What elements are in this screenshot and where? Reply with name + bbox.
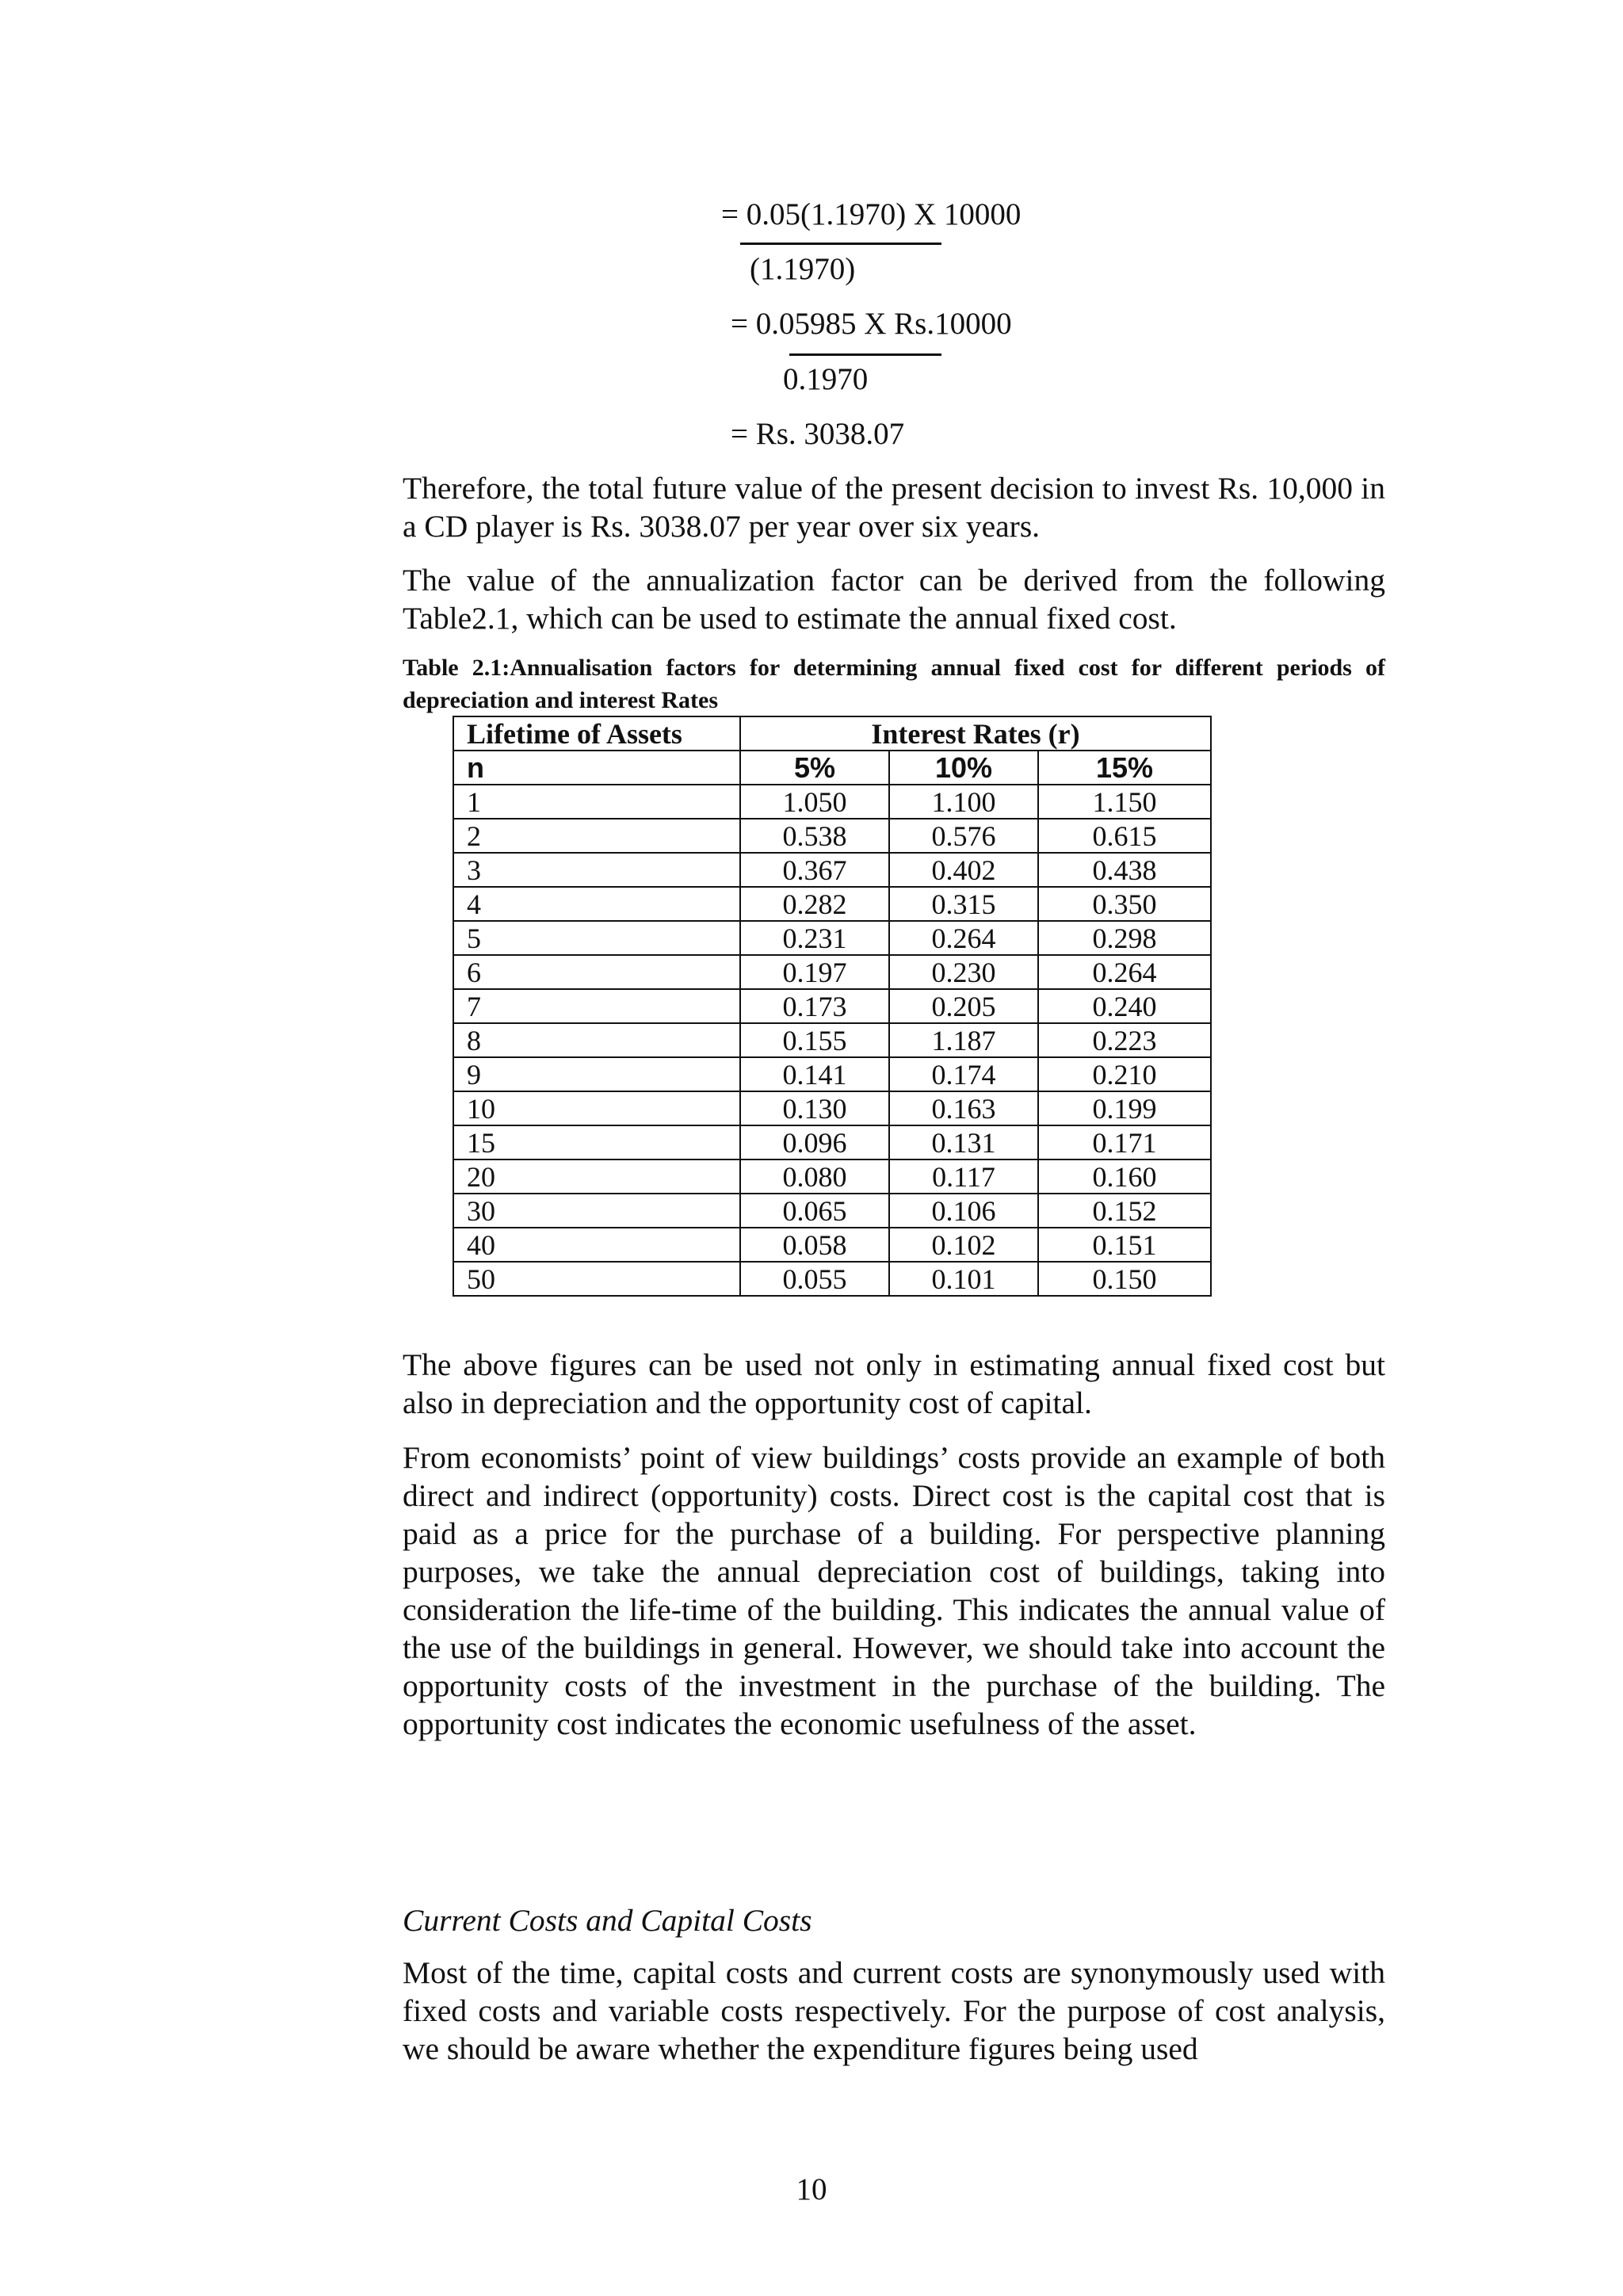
cell-factor: 0.106 <box>889 1194 1038 1228</box>
cell-factor: 0.350 <box>1038 887 1211 921</box>
cell-factor: 0.315 <box>889 887 1038 921</box>
table-row <box>453 1091 1211 1125</box>
cell-factor: 0.096 <box>740 1125 889 1159</box>
fraction-bar-1 <box>740 243 941 245</box>
cell-factor: 1.050 <box>740 785 889 819</box>
cell-factor: 0.282 <box>740 887 889 921</box>
cell-lifetime: 20 <box>453 1159 740 1194</box>
calc-line-5: = Rs. 3038.07 <box>731 417 905 451</box>
paragraph-future-value: Therefore, the total future value of the present decision to invest Rs. 10,000 in a CD player is Rs. 3038.07 per year over six years. <box>403 471 1385 544</box>
table-header-row <box>453 716 1211 751</box>
cell-factor: 0.065 <box>740 1194 889 1228</box>
calc-line-4: 0.1970 <box>783 362 869 396</box>
header-interest-rates: Interest Rates (r) <box>740 716 1211 751</box>
section-heading: Current Costs and Capital Costs <box>403 1903 812 1938</box>
subheader-15pct: 15% <box>1038 751 1211 785</box>
cell-lifetime: 50 <box>453 1262 740 1296</box>
cell-lifetime: 6 <box>453 955 740 989</box>
cell-lifetime: 30 <box>453 1194 740 1228</box>
cell-factor: 1.187 <box>889 1023 1038 1057</box>
cell-factor: 0.058 <box>740 1228 889 1262</box>
table-row <box>453 819 1211 853</box>
cell-lifetime: 40 <box>453 1228 740 1262</box>
cell-factor: 0.205 <box>889 989 1038 1023</box>
cell-factor: 0.131 <box>889 1125 1038 1159</box>
cell-lifetime: 15 <box>453 1125 740 1159</box>
table-row <box>453 955 1211 989</box>
table-row <box>453 1057 1211 1091</box>
cell-lifetime: 10 <box>453 1091 740 1125</box>
table-row <box>453 853 1211 887</box>
table-row <box>453 921 1211 955</box>
table-subheader-row <box>453 751 1211 785</box>
cell-factor: 1.150 <box>1038 785 1211 819</box>
cell-factor: 0.438 <box>1038 853 1211 887</box>
cell-factor: 0.240 <box>1038 989 1211 1023</box>
cell-factor: 0.130 <box>740 1091 889 1125</box>
cell-factor: 0.615 <box>1038 819 1211 853</box>
cell-factor: 0.264 <box>889 921 1038 955</box>
paragraph-current-capital: Most of the time, capital costs and current costs are synonymously used with fixed costs and variable costs respectively. For the purpose of cost analysis, we should be aware whether the expenditure figures being used <box>403 1955 1385 2066</box>
cell-lifetime: 1 <box>453 785 740 819</box>
cell-factor: 0.155 <box>740 1023 889 1057</box>
table-row <box>453 1262 1211 1296</box>
cell-factor: 0.163 <box>889 1091 1038 1125</box>
cell-factor: 0.141 <box>740 1057 889 1091</box>
cell-factor: 0.173 <box>740 989 889 1023</box>
cell-factor: 0.152 <box>1038 1194 1211 1228</box>
cell-factor: 0.223 <box>1038 1023 1211 1057</box>
calc-line-3: = 0.05985 X Rs.10000 <box>731 307 1012 341</box>
calc-line-1: = 0.05(1.1970) X 10000 <box>721 197 1022 231</box>
table-row <box>453 887 1211 921</box>
cell-factor: 0.538 <box>740 819 889 853</box>
cell-factor: 0.101 <box>889 1262 1038 1296</box>
cell-lifetime: 9 <box>453 1057 740 1091</box>
cell-factor: 1.100 <box>889 785 1038 819</box>
cell-factor: 0.231 <box>740 921 889 955</box>
cell-factor: 0.174 <box>889 1057 1038 1091</box>
subheader-10pct: 10% <box>889 751 1038 785</box>
calc-line-2: (1.1970) <box>750 252 856 286</box>
page-number: 10 <box>796 2172 827 2206</box>
table-row <box>453 1023 1211 1057</box>
cell-factor: 0.080 <box>740 1159 889 1194</box>
paragraph-annualization: The value of the annualization factor can be derived from the following Table2.1, which can be used to estimate the annual fixed cost. <box>403 563 1385 636</box>
annualisation-table <box>453 716 1212 1297</box>
fraction-bar-2 <box>789 353 941 356</box>
paragraph-economists-view: From economists’ point of view buildings’ costs provide an example of both direct and indirect (opportunity) costs. Direct cost is the capital cost that is paid as a price for the purchase of a building. For perspective planning purposes, we take the annual depreciation cost of buildings, taking into consideration the life-time of the building. This indicates the annual value of the use of the buildings in general. However, we should take into account the opportunity costs of the investment in the purchase of the building. The opportunity cost indicates the economic usefulness of the asset. <box>403 1440 1385 1741</box>
table-row <box>453 1125 1211 1159</box>
cell-factor: 0.298 <box>1038 921 1211 955</box>
cell-factor: 0.150 <box>1038 1262 1211 1296</box>
table-row <box>453 1228 1211 1262</box>
cell-factor: 0.055 <box>740 1262 889 1296</box>
cell-factor: 0.367 <box>740 853 889 887</box>
cell-lifetime: 8 <box>453 1023 740 1057</box>
subheader-5pct: 5% <box>740 751 889 785</box>
cell-lifetime: 7 <box>453 989 740 1023</box>
table-row <box>453 989 1211 1023</box>
cell-factor: 0.160 <box>1038 1159 1211 1194</box>
cell-factor: 0.230 <box>889 955 1038 989</box>
cell-lifetime: 2 <box>453 819 740 853</box>
table-row <box>453 785 1211 819</box>
subheader-n: n <box>453 751 740 785</box>
cell-lifetime: 5 <box>453 921 740 955</box>
cell-lifetime: 4 <box>453 887 740 921</box>
cell-factor: 0.171 <box>1038 1125 1211 1159</box>
cell-factor: 0.151 <box>1038 1228 1211 1262</box>
cell-factor: 0.264 <box>1038 955 1211 989</box>
cell-factor: 0.576 <box>889 819 1038 853</box>
cell-lifetime: 3 <box>453 853 740 887</box>
cell-factor: 0.102 <box>889 1228 1038 1262</box>
cell-factor: 0.210 <box>1038 1057 1211 1091</box>
paragraph-above-figures: The above figures can be used not only in estimating annual fixed cost but also in depreciation and the opportunity cost of capital. <box>403 1347 1385 1420</box>
cell-factor: 0.117 <box>889 1159 1038 1194</box>
cell-factor: 0.197 <box>740 955 889 989</box>
header-lifetime: Lifetime of Assets <box>453 716 740 751</box>
cell-factor: 0.199 <box>1038 1091 1211 1125</box>
table-row <box>453 1194 1211 1228</box>
cell-factor: 0.402 <box>889 853 1038 887</box>
table-caption: Table 2.1:Annualisation factors for determining annual fixed cost for different periods of depreciation and interest Rates <box>403 655 1385 713</box>
table-row <box>453 1159 1211 1194</box>
